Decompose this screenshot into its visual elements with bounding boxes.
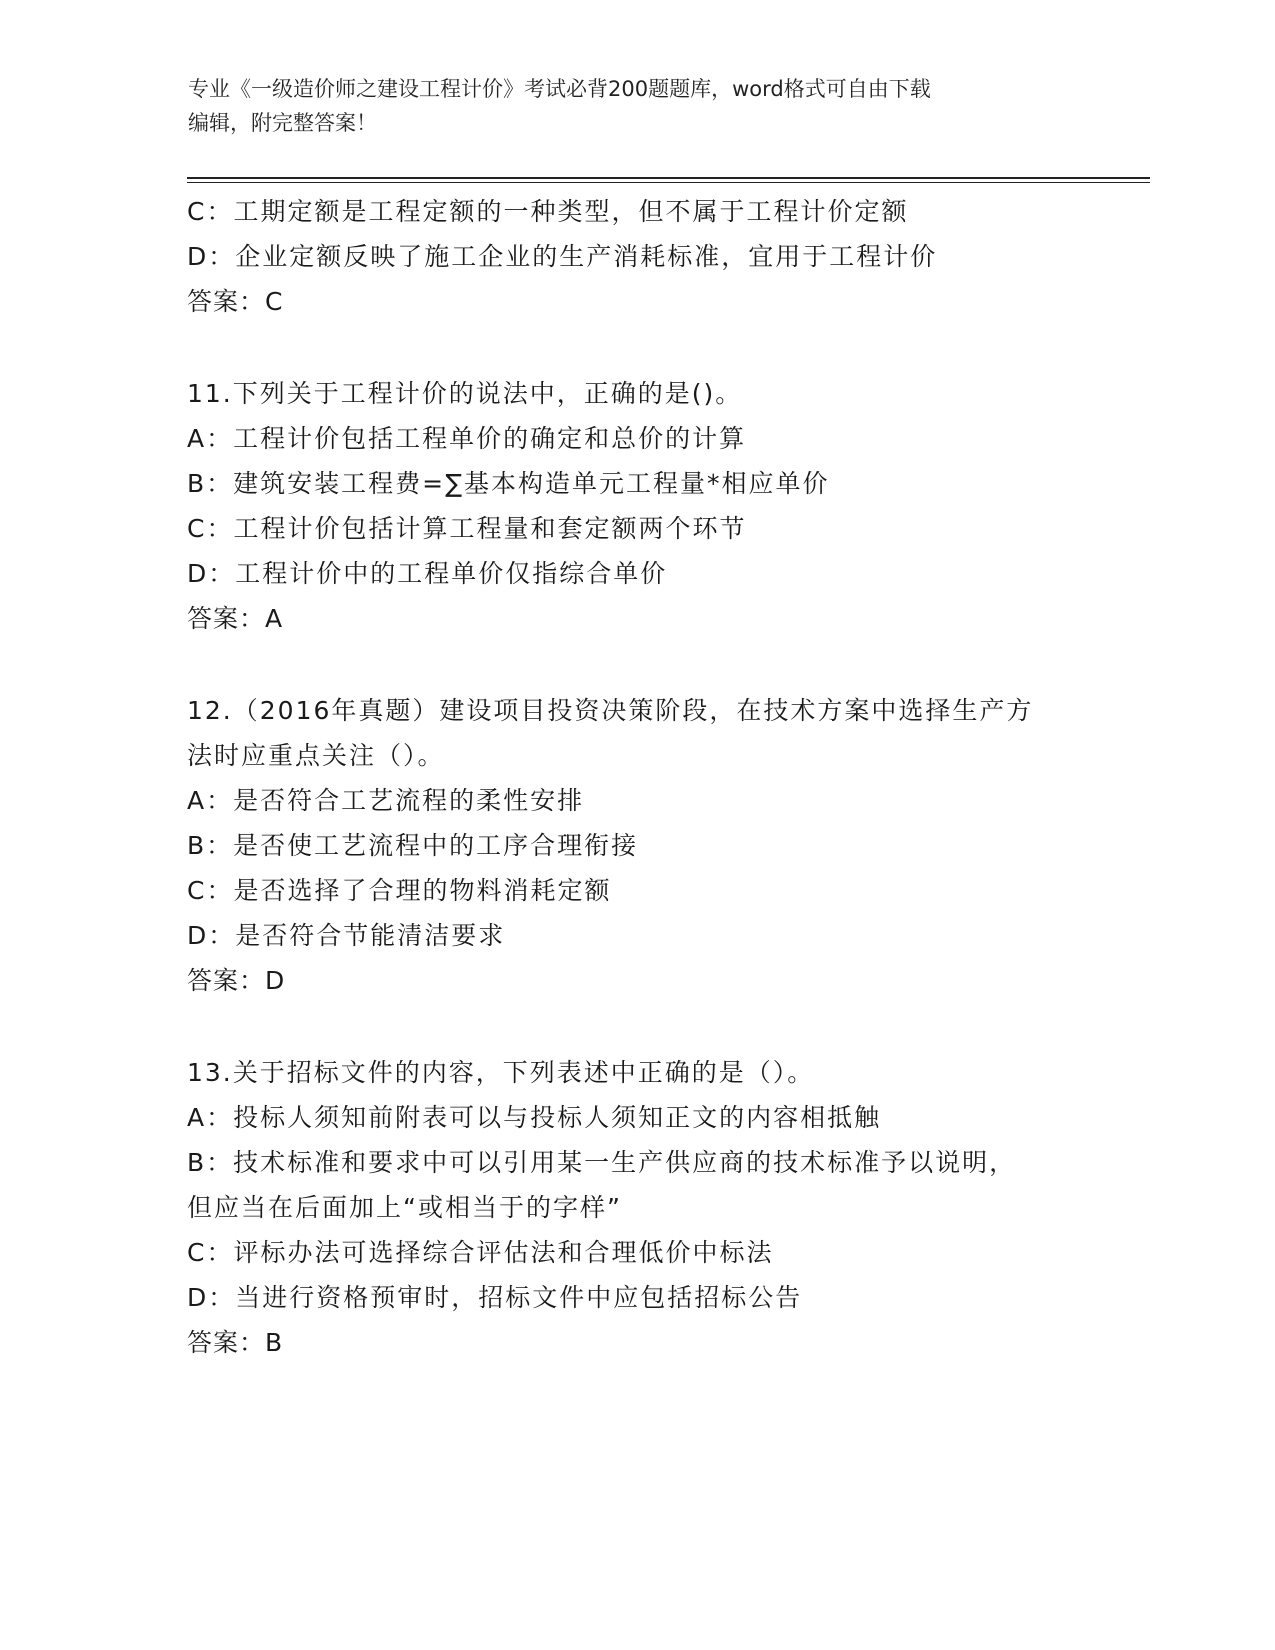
document-header <box>188 72 1088 140</box>
option-b: B：是否使工艺流程中的工序合理衔接 <box>187 831 639 860</box>
option-a: A：工程计价包括工程单价的确定和总价的计算 <box>187 424 747 453</box>
question-12-block <box>187 688 1087 1003</box>
question-11-block <box>187 371 1087 641</box>
answer-line: 答案：A <box>187 604 284 633</box>
option-b-line-2: 但应当在后面加上“或相当于的字样” <box>187 1193 622 1222</box>
prev-question-block <box>187 189 1087 324</box>
option-b: B：建筑安装工程费=∑基本构造单元工程量*相应单价 <box>187 469 830 498</box>
question-stem-line-1: 12.（2016年真题）建设项目投资决策阶段，在技术方案中选择生产方 <box>187 696 1034 725</box>
question-stem-line-2: 法时应重点关注（）。 <box>187 741 445 770</box>
spacer <box>187 641 1087 688</box>
option-d: D：当进行资格预审时，招标文件中应包括招标公告 <box>187 1283 803 1312</box>
answer-line: 答案：C <box>187 287 284 316</box>
option-d: D：企业定额反映了施工企业的生产消耗标准，宜用于工程计价 <box>187 242 938 271</box>
answer-line: 答案：B <box>187 1328 284 1357</box>
header-rule-thin <box>187 182 1150 183</box>
header-rule-thick <box>187 177 1150 179</box>
option-a: A：投标人须知前附表可以与投标人须知正文的内容相抵触 <box>187 1103 882 1132</box>
option-a: A：是否符合工艺流程的柔性安排 <box>187 786 585 815</box>
option-c: C：工程计价包括计算工程量和套定额两个环节 <box>187 514 747 543</box>
question-stem: 11.下列关于工程计价的说法中，正确的是()。 <box>187 379 743 408</box>
question-stem: 13.关于招标文件的内容，下列表述中正确的是（）。 <box>187 1058 815 1087</box>
question-13-block <box>187 1050 1087 1365</box>
option-b-line-1: B：技术标准和要求中可以引用某一生产供应商的技术标准予以说明， <box>187 1148 1017 1177</box>
option-d: D：是否符合节能清洁要求 <box>187 921 506 950</box>
option-c: C：评标办法可选择综合评估法和合理低价中标法 <box>187 1238 774 1267</box>
answer-line: 答案：D <box>187 966 286 995</box>
spacer <box>187 324 1087 371</box>
header-title-line-2: 编辑，附完整答案！ <box>188 111 377 135</box>
header-title-line-1: 专业《一级造价师之建设工程计价》考试必背200题题库，word格式可自由下载 <box>188 77 931 101</box>
spacer <box>187 1003 1087 1050</box>
option-c: C：工期定额是工程定额的一种类型，但不属于工程计价定额 <box>187 197 909 226</box>
option-d: D：工程计价中的工程单价仅指综合单价 <box>187 559 668 588</box>
question-body <box>187 189 1087 1365</box>
option-c: C：是否选择了合理的物料消耗定额 <box>187 876 612 905</box>
